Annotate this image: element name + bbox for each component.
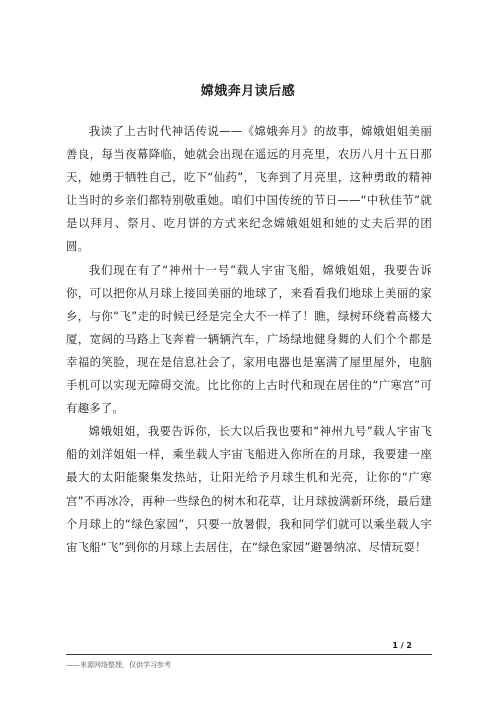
paragraph: 我们现在有了“神州十一号”载人宇宙飞船，嫦娥姐姐，我要告诉你，可以把你从月球上接回美丽的地球了，来看看我们地球上美丽的家乡，与你“飞”走的时候已经是完全大不一样了！瞧，绿树环绕着高楼大厦，宽阔的马路上飞奔着一辆辆汽车，广场绿地健身舞的人们个个都是幸福的笑脸，现在是信息社会了，家用电器也是塞满了屋里屋外，电脑手机可以实现无障碍交流。比比你的上古时代和现在居住的“广寒宫”可有趣多了。	[66, 262, 432, 416]
page-number: 1 / 2	[392, 641, 412, 650]
document-body	[66, 120, 432, 559]
footer-divider	[66, 654, 432, 655]
paragraph: 我读了上古时代神话传说——《嫦娥奔月》的故事，嫦娥姐姐美丽善良，每当夜幕降临，她就会出现在遥远的月亮里，农历八月十五日那天，她勇于牺牲自己，吃下“仙药”，飞奔到了月亮里，这种勇敢的精神让当时的乡亲们都特别敬重她。咱们中国传统的节日——“中秋佳节”就是以拜月、祭月、吃月饼的方式来纪念嫦娥姐姐和她的丈夫后羿的团圆。	[66, 124, 432, 254]
paragraph: 嫦娥姐姐，我要告诉你，长大以后我也要和“神州九号”载人宇宙飞船的刘洋姐姐一样，乘坐载人宇宙飞船进入你所在的月球，我要建一座最大的太阳能聚集发热站，让阳光给予月球生机和光亮，让你的“广寒宫”不再冰冷，再种一些绿色的树木和花草，让月球披满新环绕，最后建个月球上的“绿色家园”，只要一放暑假，我和同学们就可以乘坐载人宇宙飞船“飞”到你的月球上去居住，在“绿色家园”避暑纳凉、尽情玩耍！	[66, 424, 432, 554]
document-title: 嫦娥奔月读后感	[200, 84, 296, 99]
footer-note: ——来源网络整理，仅供学习参考	[66, 661, 171, 669]
